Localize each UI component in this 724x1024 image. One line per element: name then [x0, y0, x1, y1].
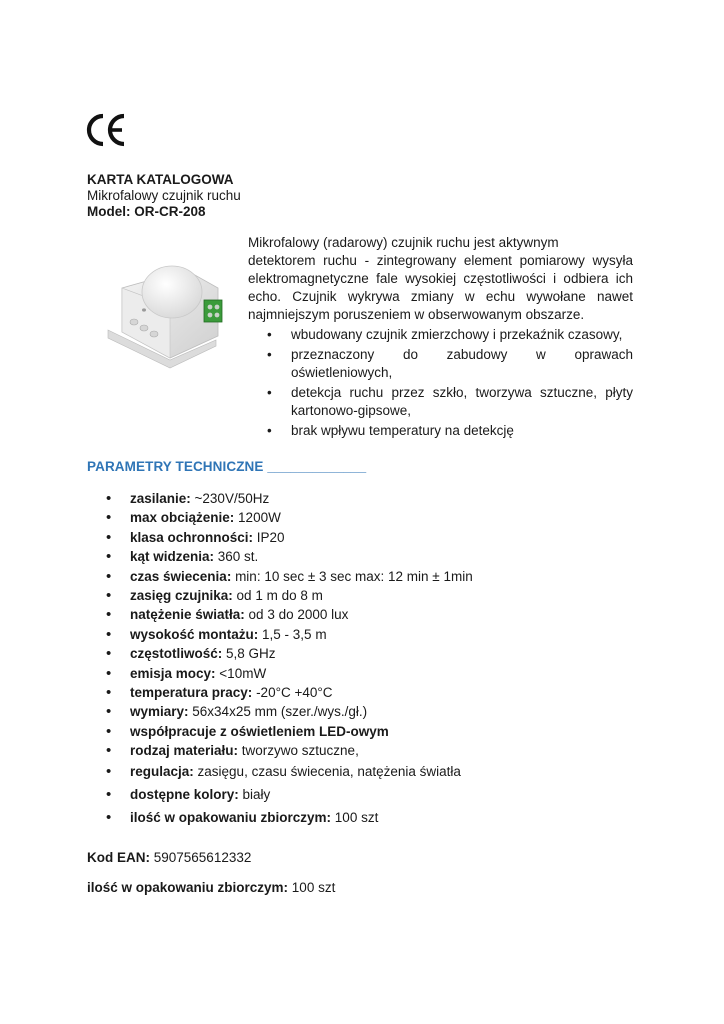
bulk-quantity-line — [87, 880, 335, 895]
ean-value: 5907565612332 — [150, 850, 252, 865]
feature-item: • brak wpływu temperatury na detekcję — [248, 422, 633, 440]
ean-line — [87, 850, 251, 865]
param-item — [87, 664, 647, 683]
ean-label: Kod EAN: — [87, 850, 150, 865]
param-key: klasa ochronności: — [130, 529, 254, 545]
feature-list — [248, 326, 633, 440]
param-key: czas świecenia: — [130, 568, 232, 584]
param-value: ~230V/50Hz — [190, 491, 270, 506]
param-item — [87, 783, 647, 806]
param-value: 360 st. — [214, 549, 259, 565]
param-key: zasięg czujnika: — [130, 587, 233, 603]
ce-mark-icon — [84, 112, 128, 148]
product-image — [100, 248, 234, 388]
param-value: 56x34x25 mm (szer./wys./gł.) — [188, 704, 368, 720]
param-item — [87, 528, 647, 547]
description-first-line: Mikrofalowy (radarowy) czujnik ruchu jest aktywnym — [248, 235, 559, 250]
param-item — [87, 508, 647, 527]
param-key: kąt widzenia: — [130, 549, 215, 565]
param-key: częstotliwość: — [130, 646, 223, 662]
param-key: natężenie światła: — [130, 607, 245, 623]
param-item — [87, 644, 647, 663]
param-key: rodzaj materiału: — [130, 743, 239, 759]
param-item — [87, 702, 647, 721]
bulk-quantity-label: ilość w opakowaniu zbiorczym: — [87, 880, 289, 895]
params-list — [87, 489, 647, 829]
param-item — [87, 741, 647, 760]
param-item — [87, 806, 647, 829]
param-item — [87, 567, 647, 586]
param-value: 1,5 - 3,5 m — [258, 626, 327, 642]
model-label: Model: OR-CR-208 — [87, 204, 206, 219]
param-key: zasilanie: — [130, 491, 191, 506]
feature-item: • wbudowany czujnik zmierzchowy i przekaźnik czasowy, — [248, 326, 633, 344]
param-value: 100 szt — [331, 810, 379, 826]
param-value: -20°C +40°C — [252, 684, 333, 700]
param-value: od 3 do 2000 lux — [244, 607, 349, 623]
param-value: 5,8 GHz — [222, 646, 276, 662]
param-value: <10mW — [215, 665, 267, 681]
param-key: max obciążenie: — [130, 510, 235, 526]
param-key: emisja mocy: — [130, 665, 216, 681]
param-item — [87, 683, 647, 702]
param-key: wymiary: — [130, 704, 189, 720]
feature-item: • detekcja ruchu przez szkło, tworzywa sztuczne, płyty kartonowo-gipsowe, — [248, 384, 633, 420]
param-key: wysokość montażu: — [130, 626, 259, 642]
param-item — [87, 625, 647, 644]
bulk-quantity-value: 100 szt — [288, 880, 336, 895]
param-value: min: 10 sec ± 3 sec max: 12 min ± 1min — [231, 568, 473, 584]
param-item — [87, 547, 647, 566]
param-item — [87, 722, 647, 741]
param-key: regulacja: — [130, 764, 194, 780]
param-item — [87, 489, 647, 508]
param-item — [87, 586, 647, 605]
param-key: współpracuje z oświetleniem LED-owym — [130, 723, 389, 739]
feature-item: • przeznaczony do zabudowy w oprawach oświetleniowych, — [248, 346, 633, 382]
param-value: tworzywo sztuczne, — [238, 743, 359, 759]
catalog-title: KARTA KATALOGOWA — [87, 172, 234, 187]
params-heading: PARAMETRY TECHNICZNE _____________ — [87, 459, 367, 474]
param-key: temperatura pracy: — [130, 684, 253, 700]
param-item — [87, 605, 647, 624]
param-value: IP20 — [253, 529, 285, 545]
param-item — [87, 760, 647, 783]
param-key: ilość w opakowaniu zbiorczym: — [130, 810, 332, 826]
param-value: 1200W — [234, 510, 281, 526]
description-paragraph: detektorem ruchu - zintegrowany element pomiarowy wysyła elektromagnetyczne fale wysokiej częstotliwości i odbiera ich echo. Czujnik wykrywa zmiany w echu wywołane nawet najmniejszym poruszeniem w obserwowanym obszarze. — [248, 253, 633, 322]
param-value: biały — [238, 787, 271, 803]
param-key: dostępne kolory: — [130, 787, 239, 803]
product-subtitle: Mikrofalowy czujnik ruchu — [87, 188, 241, 203]
product-description — [248, 234, 633, 442]
param-value: od 1 m do 8 m — [232, 587, 323, 603]
param-value: zasięgu, czasu świecenia, natężenia światła — [193, 764, 461, 780]
